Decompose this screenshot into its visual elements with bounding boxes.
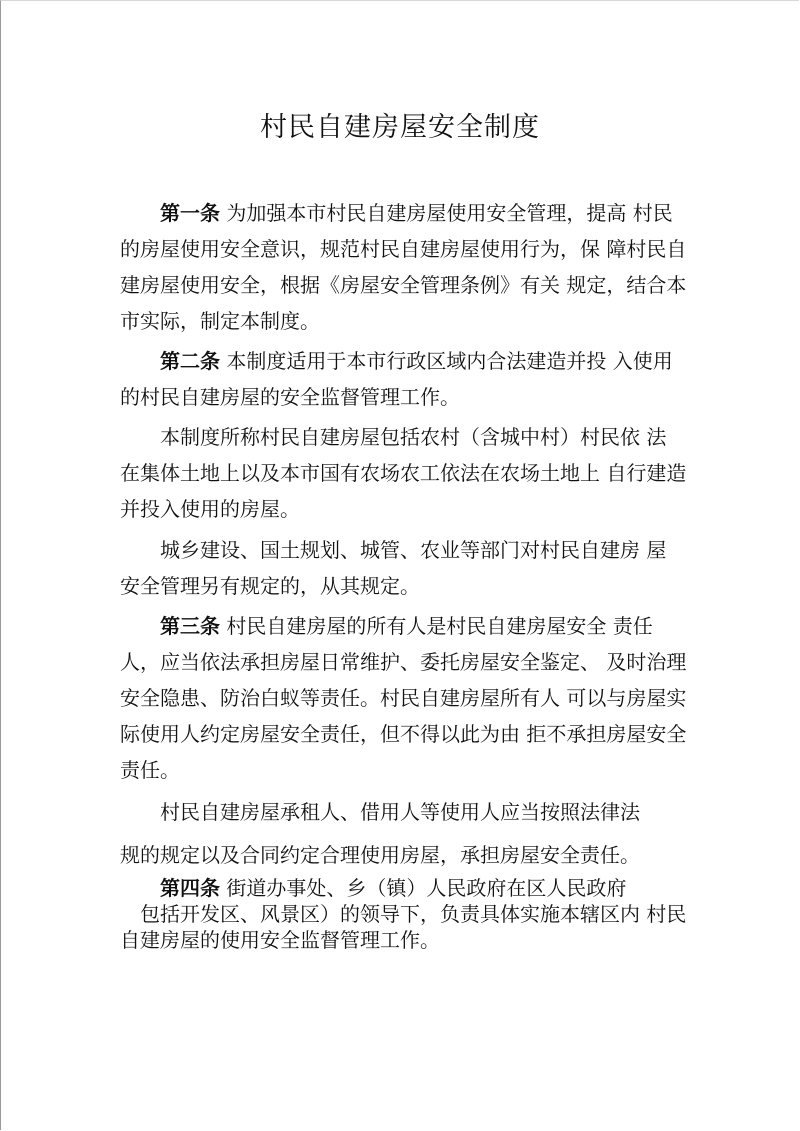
article-4-line-2: 包括开发区、风景区）的领导下，负责具体实施本辖区内 村民 — [140, 902, 687, 926]
article-1-text: 为加强本市村民自建房屋使用安全管理，提高 村民 — [220, 201, 673, 225]
article-4-line-1 — [160, 875, 626, 901]
tenants-paragraph-line-2: 规的规定以及合同约定合理使用房屋，承担房屋安全责任。 — [120, 843, 640, 867]
scope-paragraph-line-3: 并投入使用的房屋。 — [120, 497, 300, 521]
article-1-line-2: 的房屋使用安全意识，规范村民自建房屋使用行为，保 障村民自 — [120, 237, 687, 261]
article-3-label: 第三条 — [160, 614, 220, 638]
article-3-line-2: 人，应当依法承担房屋日常维护、委托房屋安全鉴定、 及时治理 — [120, 650, 687, 674]
article-3-line-5: 责任。 — [120, 758, 180, 782]
article-4-label: 第四条 — [160, 876, 220, 900]
article-1-line-4: 市实际，制定本制度。 — [120, 309, 320, 333]
article-3-line-4: 际使用人约定房屋安全责任，但不得以此为由 拒不承担房屋安全 — [120, 722, 687, 746]
departments-paragraph-line-2: 安全管理另有规定的，从其规定。 — [120, 574, 420, 598]
document-title: 村民自建房屋安全制度 — [260, 112, 540, 143]
article-2-label: 第二条 — [160, 349, 220, 373]
article-3-text: 村民自建房屋的所有人是村民自建房屋安全 责任 — [220, 614, 653, 638]
scope-paragraph-line-1: 本制度所称村民自建房屋包括农村（含城中村）村民依 法 — [160, 425, 667, 449]
article-1-line-3: 建房屋使用安全，根据《房屋安全管理条例》有关 规定，结合本 — [120, 273, 687, 297]
article-3-line-1 — [160, 613, 653, 639]
departments-paragraph-line-1: 城乡建设、国土规划、城管、农业等部门对村民自建房 屋 — [160, 538, 667, 562]
article-2-line-1 — [160, 348, 673, 374]
article-2-line-2: 的村民自建房屋的安全监督管理工作。 — [120, 385, 460, 409]
article-1-label: 第一条 — [160, 201, 220, 225]
tenants-paragraph-line-1: 村民自建房屋承租人、借用人等使用人应当按照法律法 — [160, 800, 640, 824]
article-4-line-3: 自建房屋的使用安全监督管理工作。 — [120, 928, 440, 952]
article-4-text: 街道办事处、乡（镇）人民政府在区人民政府 — [220, 876, 627, 900]
article-2-text: 本制度适用于本市行政区域内合法建造并投 入使用 — [220, 349, 673, 373]
article-3-line-3: 安全隐患、防治白蚁等责任。村民自建房屋所有人 可以与房屋实 — [120, 686, 687, 710]
scope-paragraph-line-2: 在集体土地上以及本市国有农场农工依法在农场土地上 自行建造 — [120, 461, 687, 485]
article-1-line-1 — [160, 200, 673, 226]
